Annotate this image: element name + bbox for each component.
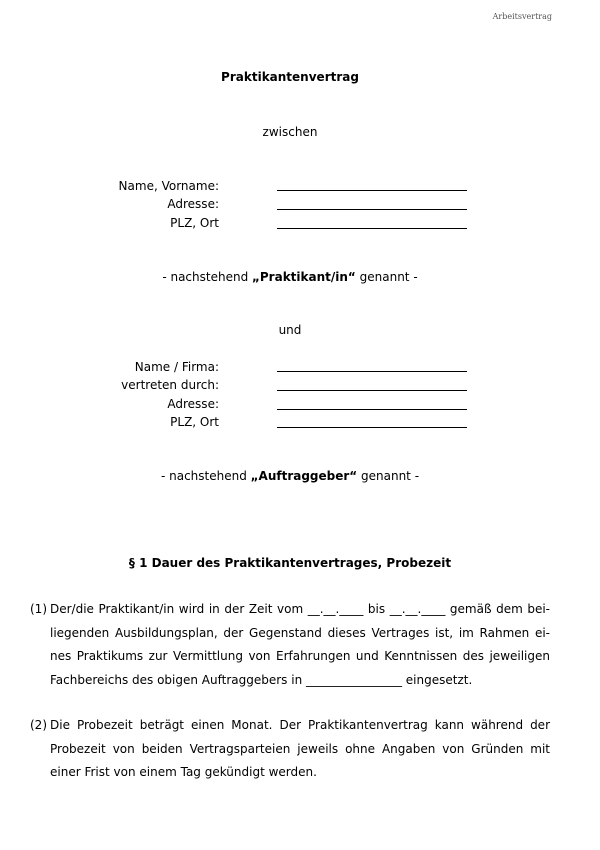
fill-line-represented-by[interactable] — [277, 390, 467, 391]
field-label-zip-city-2: PLZ, Ort — [170, 415, 219, 429]
designation-prefix: - nachstehend — [160, 469, 251, 483]
paragraph-2 — [30, 714, 550, 785]
field-label-name: Name, Vorname: — [118, 179, 219, 193]
field-label-company: Name / Firma: — [134, 360, 219, 374]
paragraph-line: Probezeit von beiden Vertragsparteien jeweils ohne Angaben von Gründen mit — [50, 741, 550, 756]
party2-designation — [0, 469, 580, 483]
designation-prefix: - nachstehend — [162, 270, 252, 284]
running-header: Arbeitsvertrag — [492, 12, 552, 21]
designation-name-praktikant: „Praktikant/in“ — [252, 270, 356, 284]
field-label-address: Adresse: — [167, 197, 219, 211]
designation-suffix: genannt - — [357, 469, 420, 483]
designation-name-auftraggeber: „Auftraggeber“ — [250, 469, 358, 483]
paragraph-line: Fachbereichs des obigen Auftraggebers in ________________ eingesetzt. — [50, 672, 473, 687]
paragraph-line: liegenden Ausbildungsplan, der Gegenstand dieses Vertrages ist, im Rahmen ei- — [50, 625, 550, 640]
paragraph-line: nes Praktikums zur Vermittlung von Erfahrungen und Kenntnissen des jeweiligen — [50, 649, 550, 663]
field-label-represented-by: vertreten durch: — [121, 378, 219, 392]
between-label: zwischen — [262, 125, 318, 139]
paragraph-line: einer Frist von einem Tag gekündigt werden. — [50, 765, 317, 779]
fill-line-address[interactable] — [277, 209, 467, 210]
fill-line-zip-city-2[interactable] — [277, 427, 467, 428]
field-label-address-2: Adresse: — [167, 397, 219, 411]
fill-line-company[interactable] — [277, 371, 467, 372]
document-title: Praktikantenvertrag — [221, 70, 359, 84]
and-label: und — [278, 323, 302, 337]
fill-line-address-2[interactable] — [277, 409, 467, 410]
fill-line-name[interactable] — [277, 190, 467, 191]
paragraph-line: Die Probezeit beträgt einen Monat. Der Praktikantenvertrag kann während der — [50, 718, 550, 732]
paragraph-number: (2) — [30, 718, 47, 732]
field-label-zip-city: PLZ, Ort — [170, 216, 219, 230]
paragraph-line: Der/die Praktikant/in wird in der Zeit vom __.__.____ bis __.__.____ gemäß dem bei- — [50, 602, 550, 616]
section-heading: § 1 Dauer des Praktikantenvertrages, Probezeit — [128, 556, 452, 570]
party1-designation — [0, 270, 580, 284]
designation-suffix: genannt - — [355, 270, 418, 284]
fill-line-zip-city[interactable] — [277, 228, 467, 229]
paragraph-number: (1) — [30, 602, 47, 616]
paragraph-1 — [30, 598, 550, 692]
